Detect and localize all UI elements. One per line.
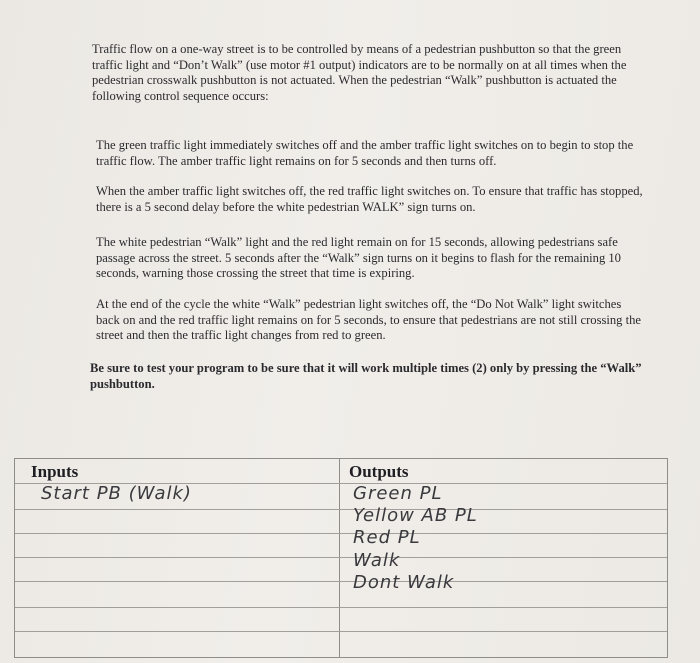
input-entry-start-pb: Start PB (Walk) [41, 483, 192, 504]
step-paragraph-3: The white pedestrian “Walk” light and the red light remain on for 15 seconds, allowing pedestrians safe passage across the street. 5 seconds after the “Walk” sign turns on it begins to flash for the remaining 10 seconds, warning those crossing the street that time is expiring. [96, 235, 621, 281]
outputs-header: Outputs [349, 462, 409, 481]
io-table [14, 458, 668, 658]
output-entry-red-pl: Red PL [353, 527, 421, 548]
output-entry-dont-walk: Dont Walk [353, 572, 455, 593]
table-rule [15, 533, 667, 534]
test-note-paragraph: Be sure to test your program to be sure that it will work multiple times (2) only by pressing the “Walk” pushbutton. [90, 361, 642, 391]
table-column-divider [339, 459, 340, 657]
output-entry-yellow-pl: Yellow AB PL [353, 505, 478, 526]
step-paragraph-4: At the end of the cycle the white “Walk” pedestrian light switches off, the “Do Not Walk” light switches back on and the red traffic light remains on for 5 seconds, to ensure that pedestrians are not still crossing the street and then the traffic light changes from red to green. [96, 297, 641, 343]
table-rule [15, 607, 667, 608]
table-rule [15, 557, 667, 558]
intro-paragraph: Traffic flow on a one-way street is to be controlled by means of a pedestrian pushbutton so that the green traffic light and “Don’t Walk” (use motor #1 output) indicators are to be normally on at all times when the pedestrian crosswalk pushbutton is not actuated. When the pedestrian “Walk” pushbutton is actuated the following control sequence occurs: [92, 42, 627, 103]
table-rule [15, 631, 667, 632]
table-rule [15, 509, 667, 510]
step-paragraph-2: When the amber traffic light switches off, the red traffic light switches on. To ensure that traffic has stopped, there is a 5 second delay before the white pedestrian WALK” sign turns on. [96, 184, 643, 214]
output-entry-green-pl: Green PL [353, 483, 443, 504]
table-rule [15, 581, 667, 582]
output-entry-walk: Walk [353, 550, 401, 571]
inputs-header: Inputs [31, 462, 79, 481]
step-paragraph-1: The green traffic light immediately switches off and the amber traffic light switches on to begin to stop the traffic flow. The amber traffic light remains on for 5 seconds and then turns off. [96, 138, 634, 168]
